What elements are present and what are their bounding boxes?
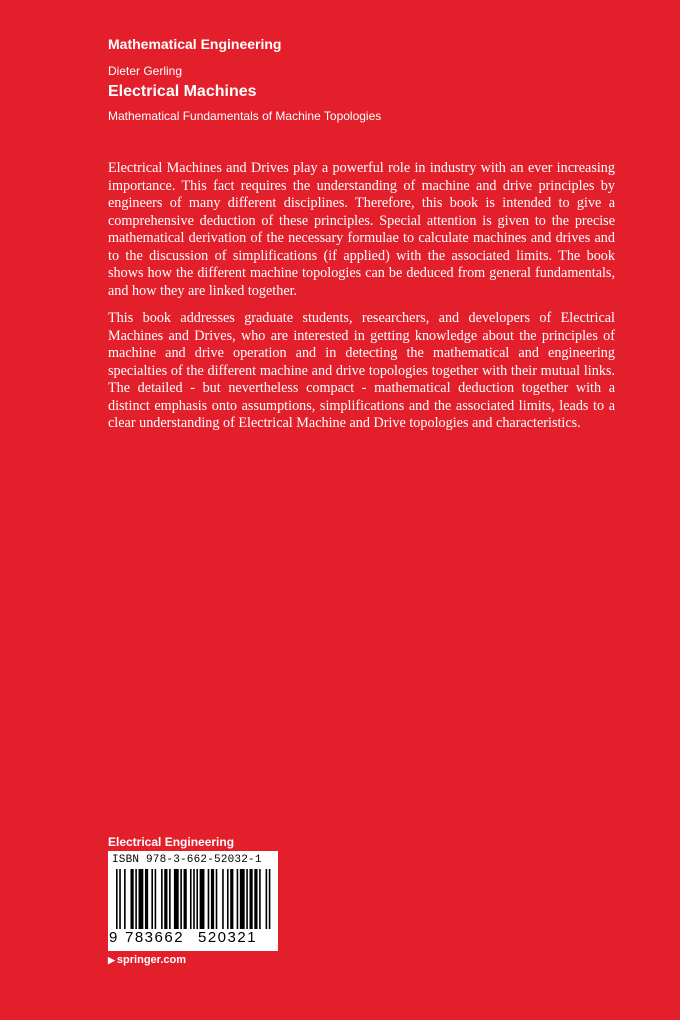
- barcode-bar: [161, 869, 163, 929]
- barcode-bar: [254, 869, 257, 929]
- barcode-bar: [196, 869, 198, 929]
- book-title: Electrical Machines: [108, 83, 257, 100]
- publisher-link[interactable]: [108, 954, 186, 966]
- barcode-bar: [169, 869, 171, 929]
- barcode-bar: [193, 869, 195, 929]
- barcode-bar: [216, 869, 218, 929]
- barcode-bar: [246, 869, 248, 929]
- barcode-bar: [145, 869, 148, 929]
- barcode-bar: [155, 869, 157, 929]
- barcode-bar: [119, 869, 121, 929]
- barcode-bar: [184, 869, 187, 929]
- barcode-bar: [249, 869, 252, 929]
- barcode-bar: [135, 869, 137, 929]
- publisher-url: springer.com: [116, 954, 186, 966]
- isbn-barcode: [108, 851, 278, 951]
- barcode-bar: [200, 869, 205, 929]
- barcode-bar: [222, 869, 224, 929]
- barcode-bar: [266, 869, 268, 929]
- barcode-bar: [164, 869, 167, 929]
- barcode-bar: [269, 869, 271, 929]
- author-name: Dieter Gerling: [108, 64, 183, 78]
- series-name: Mathematical Engineering: [108, 36, 282, 52]
- barcode-bar: [230, 869, 233, 929]
- barcode-bar: [227, 869, 229, 929]
- blurb: [108, 160, 615, 443]
- isbn-lead-digit: 9: [109, 929, 119, 946]
- isbn-group-2: 520321: [198, 929, 258, 946]
- isbn-label: ISBN 978-3-662-52032-1: [112, 854, 262, 866]
- barcode-bar: [259, 869, 261, 929]
- blurb-paragraph-2: This book addresses graduate students, researchers, and developers of Electrical Machines and Drives, who are interested in getting knowledge about the principles of machine and drive operation and in detecting the mathematical and engineering specialties of the different machine and drive topologies together with their mutual links. The detailed - but nevertheless compact - mathematical deduction together with a distinct emphasis onto assumptions, simplifications and the associated limits, leads to a clear understanding of Electrical Machine and Drive topologies and characteristics.: [108, 310, 615, 431]
- book-subtitle: Mathematical Fundamentals of Machine Topologies: [108, 109, 382, 123]
- barcode-bar: [208, 869, 210, 929]
- barcode-bars: [116, 869, 272, 929]
- barcode-bar: [211, 869, 214, 929]
- barcode-bar: [237, 869, 239, 929]
- barcode-bar: [139, 869, 144, 929]
- isbn-group-1: 783662: [125, 929, 185, 946]
- barcode-bar: [174, 869, 179, 929]
- barcode-bar: [180, 869, 182, 929]
- blurb-paragraph-1: Electrical Machines and Drives play a powerful role in industry with an ever increasing importance. This fact requires the understanding of machine and drive principles by engineers of many different disciplines. Therefore, this book is intended to give a comprehensive deduction of these principles. Special attention is given to the precise mathematical derivation of the necessary formulae to calculate machines and drives and to the discussion of simplifications (if applied) with the associated limits. The book shows how the different machine topologies can be deduced from general fundamentals, and how they are linked together.: [108, 160, 615, 299]
- barcode-bar: [240, 869, 245, 929]
- barcode-bar: [190, 869, 192, 929]
- barcode-bar: [116, 869, 118, 929]
- barcode-bar: [151, 869, 153, 929]
- triangle-right-icon: ▶: [108, 955, 115, 965]
- subject-category: Electrical Engineering: [108, 835, 235, 849]
- barcode-bar: [130, 869, 133, 929]
- barcode-bar: [124, 869, 126, 929]
